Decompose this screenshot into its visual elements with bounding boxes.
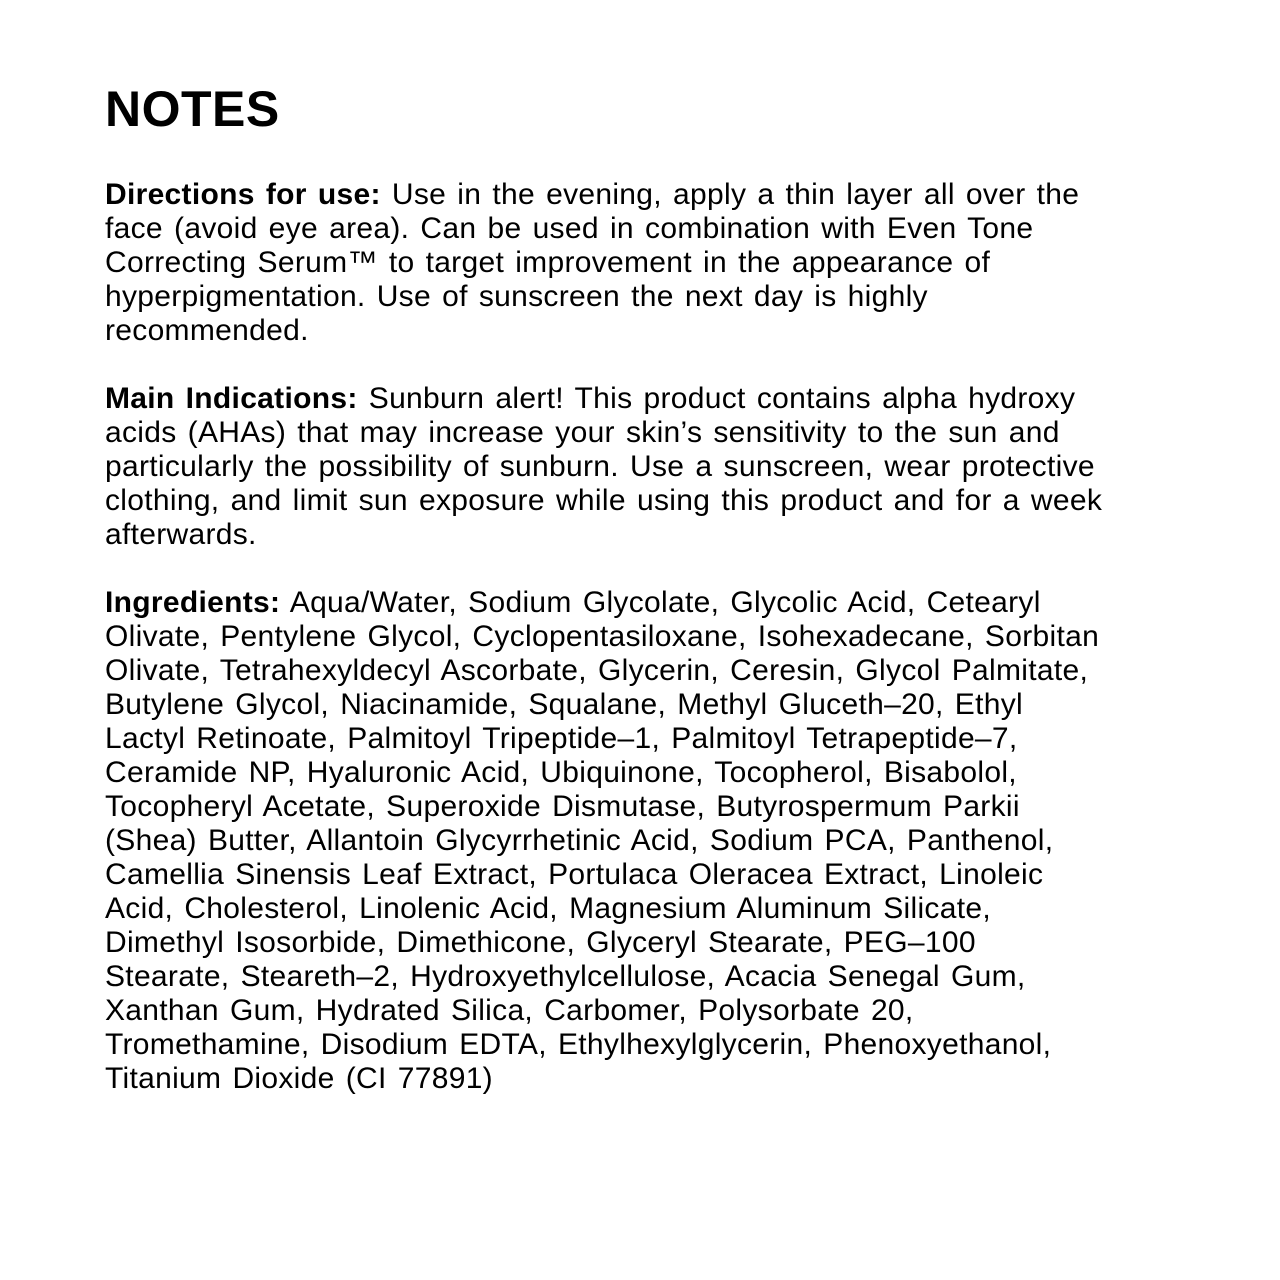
ingredients-label: Ingredients: (105, 586, 281, 619)
paragraph-main-indications (105, 382, 1110, 552)
directions-label: Directions for use: (105, 178, 381, 211)
paragraph-ingredients (105, 586, 1110, 1096)
page-title: NOTES (105, 81, 280, 137)
directions-text: Use in the evening, apply a thin layer all over the face (avoid eye area). Can be used in combination with Even Tone Correcting Serum™ to target improvement in the appearance of hyperpigmentation. Use of sunscreen the next day is highly recommended. (105, 178, 1080, 347)
main-indications-label: Main Indications: (105, 382, 358, 415)
paragraph-directions (105, 178, 1110, 348)
main-indications-text: Sunburn alert! This product contains alpha hydroxy acids (AHAs) that may increase your skin’s sensitivity to the sun and particularly the possibility of sunburn. Use a sunscreen, wear protective clothing, and limit sun exposure while using this product and for a week afterwards. (105, 382, 1103, 551)
ingredients-text: Aqua/Water, Sodium Glycolate, Glycolic Acid, Cetearyl Olivate, Pentylene Glycol, Cyclopentasiloxane, Isohexadecane, Sorbitan Olivate, Tetrahexyldecyl Ascorbate, Glycerin, Ceresin, Glycol Palmitate, Butylene Glycol, Niacinamide, Squalane, Methyl Gluceth–20, Ethyl Lactyl Retinoate, Palmitoyl Tripeptide–1, Palmitoyl Tetrapeptide–7, Ceramide NP, Hyaluronic Acid, Ubiquinone, Tocopherol, Bisabolol, Tocopheryl Acetate, Superoxide Dismutase, Butyrospermum Parkii (Shea) Butter, Allantoin Glycyrrhetinic Acid, Sodium PCA, Panthenol, Camellia Sinensis Leaf Extract, Portulaca Oleracea Extract, Linoleic Acid, Cholesterol, Linolenic Acid, Magnesium Aluminum Silicate, Dimethyl Isosorbide, Dimethicone, Glyceryl Stearate, PEG–100 Stearate, Steareth–2, Hydroxyethylcellulose, Acacia Senegal Gum, Xanthan Gum, Hydrated Silica, Carbomer, Polysorbate 20, Tromethamine, Disodium EDTA, Ethylhexylglycerin, Phenoxyethanol, Titanium Dioxide (CI 77891) (105, 586, 1100, 1095)
